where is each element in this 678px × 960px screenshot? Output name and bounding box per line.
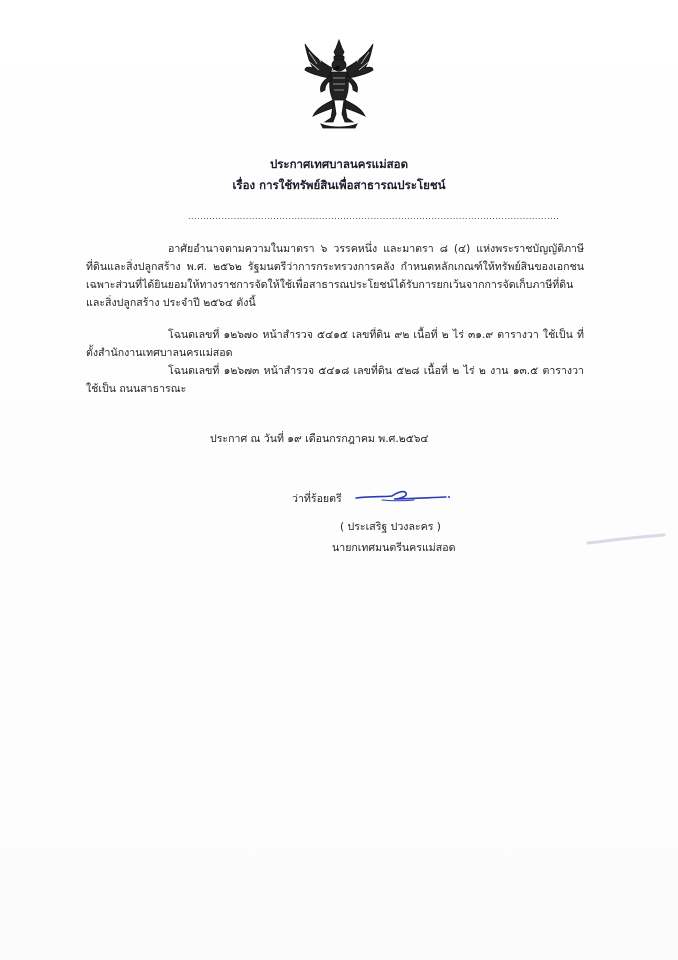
paragraph-deed-1: โฉนดเลขที่ ๑๒๖๗๐ หน้าสำรวจ ๕๔๑๕ เลขที่ดิน ๙๒ เนื้อที่ ๒ ไร่ ๓๑.๙ ตารางวา ใช้เป็น ที่ตั้งสำนักงานเทศบาลนครแม่สอด bbox=[86, 329, 584, 359]
signer-name: ( ประเสริฐ ปวงละคร ) bbox=[340, 521, 441, 533]
signer-title: นายกเทศมนตรีนครแม่สอด bbox=[332, 542, 456, 554]
dotted-divider: .......................................................................................................................... bbox=[188, 212, 560, 221]
signer-rank: ว่าที่ร้อยตรี bbox=[292, 493, 342, 505]
announcement-date: ประกาศ ณ วันที่ ๑๙ เดือนกรกฎาคม พ.ศ.๒๕๖๔ bbox=[210, 433, 429, 445]
paper-smudge bbox=[586, 533, 666, 547]
document-subject: เรื่อง การใช้ทรัพย์สินเพื่อสาธารณประโยชน์ bbox=[232, 178, 446, 192]
paragraph-deed-2: โฉนดเลขที่ ๑๒๖๗๓ หน้าสำรวจ ๕๔๑๘ เลขที่ดิน ๕๒๘ เนื้อที่ ๒ ไร่ ๒ งาน ๑๓.๕ ตารางวา ใช้เป็น ถนนสาธารณะ bbox=[86, 365, 584, 395]
handwritten-signature bbox=[352, 484, 452, 510]
paragraph-authority: อาศัยอำนาจตามความในมาตรา ๖ วรรคหนึ่ง และมาตรา ๘ (๔) แห่งพระราชบัญญัติภาษีที่ดินและสิ่งปลูกสร้าง พ.ศ. ๒๕๖๒ รัฐมนตรีว่าการกระทรวงการคลัง กำหนดหลักเกณฑ์ให้ทรัพย์สินของเอกชนเฉพาะส่วนที่ได้ยินยอมให้ทางราชการจัดให้ใช้เพื่อสาธารณประโยชน์ได้รับการยกเว้นจากการจัดเก็บภาษีที่ดินและสิ่งปลูกสร้าง ประจำปี ๒๕๖๔ ดังนี้ bbox=[86, 243, 584, 309]
garuda-emblem-icon bbox=[303, 38, 375, 130]
document-title: ประกาศเทศบาลนครแม่สอด bbox=[269, 157, 409, 171]
